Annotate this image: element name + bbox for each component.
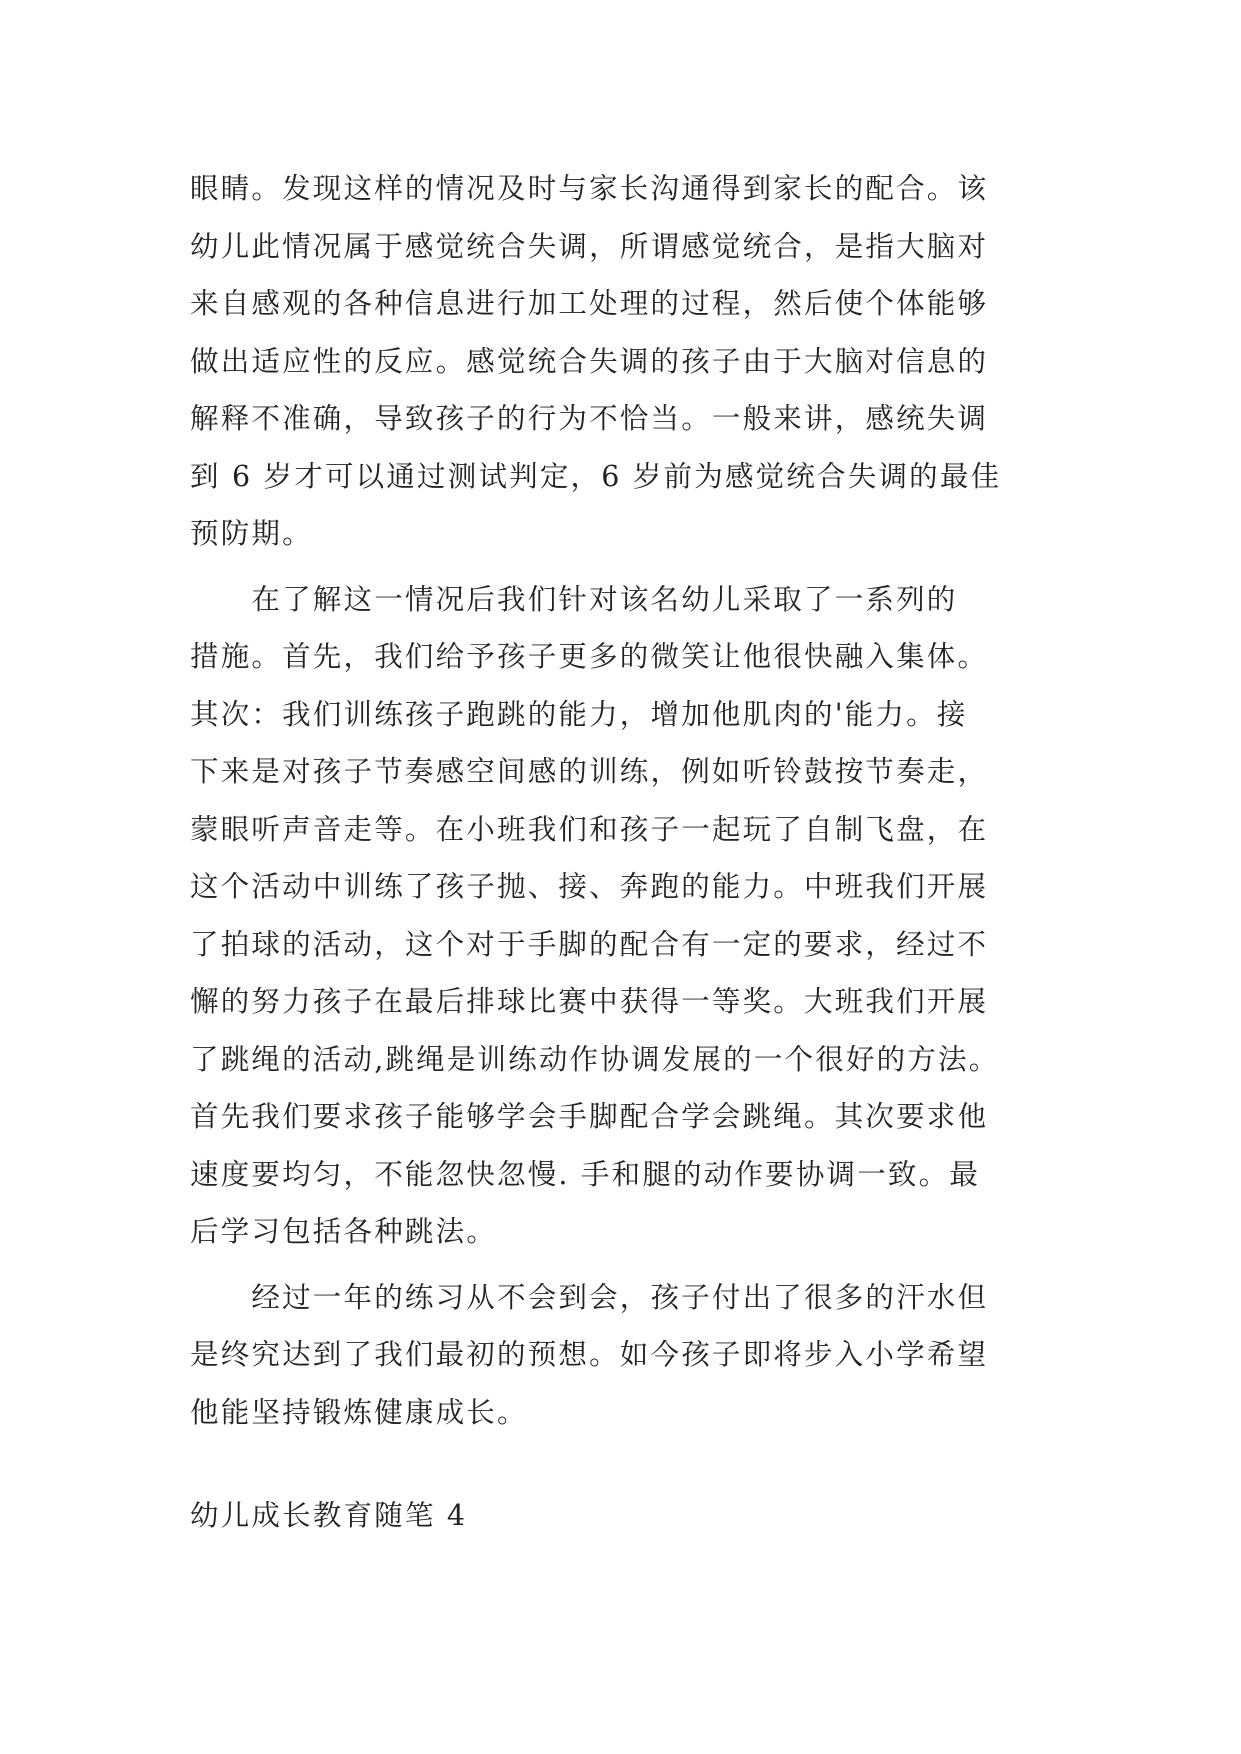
paragraph xyxy=(190,160,1060,563)
text-line: 幼儿此情况属于感觉统合失调，所谓感觉统合，是指大脑对 xyxy=(190,229,989,263)
text-line: 是终究达到了我们最初的预想。如今孩子即将步入小学希望 xyxy=(190,1338,989,1371)
text-line: 他能坚持锻炼健康成长。 xyxy=(190,1395,528,1429)
text-line: 蒙眼听声音走等。在小班我们和孩子一起玩了自制飞盘，在 xyxy=(190,812,989,846)
text-line: 眼睛。发现这样的情况及时与家长沟通得到家长的配合。该 xyxy=(190,172,989,205)
text-line: 做出适应性的反应。感觉统合失调的孩子由于大脑对信息的 xyxy=(190,344,989,378)
text-line: 其次：我们训练孩子跑跳的能力，增加他肌肉的'能力。接 xyxy=(190,697,968,731)
text-line: 后学习包括各种跳法。 xyxy=(190,1215,498,1248)
text-line: 了拍球的活动，这个对于手脚的配合有一定的要求，经过不 xyxy=(190,927,989,961)
section-title: 幼儿成长教育随笔 4 xyxy=(190,1499,468,1532)
text-line: 经过一年的练习从不会到会，孩子付出了很多的汗水但 xyxy=(190,1280,989,1314)
text-line: 了跳绳的活动,跳绳是训练动作协调发展的一个很好的方法。 xyxy=(190,1042,1000,1076)
paragraph xyxy=(190,1269,1060,1442)
body-text xyxy=(190,160,1060,1441)
text-line: 速度要均匀，不能忽快忽慢. 手和腿的动作要协调一致。最 xyxy=(190,1157,981,1191)
text-line: 懈的努力孩子在最后排球比赛中获得一等奖。大班我们开展 xyxy=(190,985,989,1018)
paragraph-gap xyxy=(190,1261,1060,1269)
text-line: 下来是对孩子节奏感空间感的训练，例如听铃鼓按节奏走， xyxy=(190,755,989,788)
text-line: 预防期。 xyxy=(190,517,313,550)
text-line: 首先我们要求孩子能够学会手脚配合学会跳绳。其次要求他 xyxy=(190,1100,989,1133)
text-line: 这个活动中训练了孩子抛、接、奔跑的能力。中班我们开展 xyxy=(190,870,989,903)
text-line: 来自感观的各种信息进行加工处理的过程，然后使个体能够 xyxy=(190,287,989,320)
text-line: 到 6 岁才可以通过测试判定，6 岁前为感觉统合失调的最佳 xyxy=(190,459,1002,493)
text-line: 解释不准确，导致孩子的行为不恰当。一般来讲，感统失调 xyxy=(190,402,989,435)
text-line: 措施。首先，我们给予孩子更多的微笑让他很快融入集体。 xyxy=(190,640,989,673)
paragraph xyxy=(190,571,1060,1261)
text-line: 在了解这一情况后我们针对该名幼儿采取了一系列的 xyxy=(190,582,958,616)
paragraph-gap xyxy=(190,563,1060,571)
